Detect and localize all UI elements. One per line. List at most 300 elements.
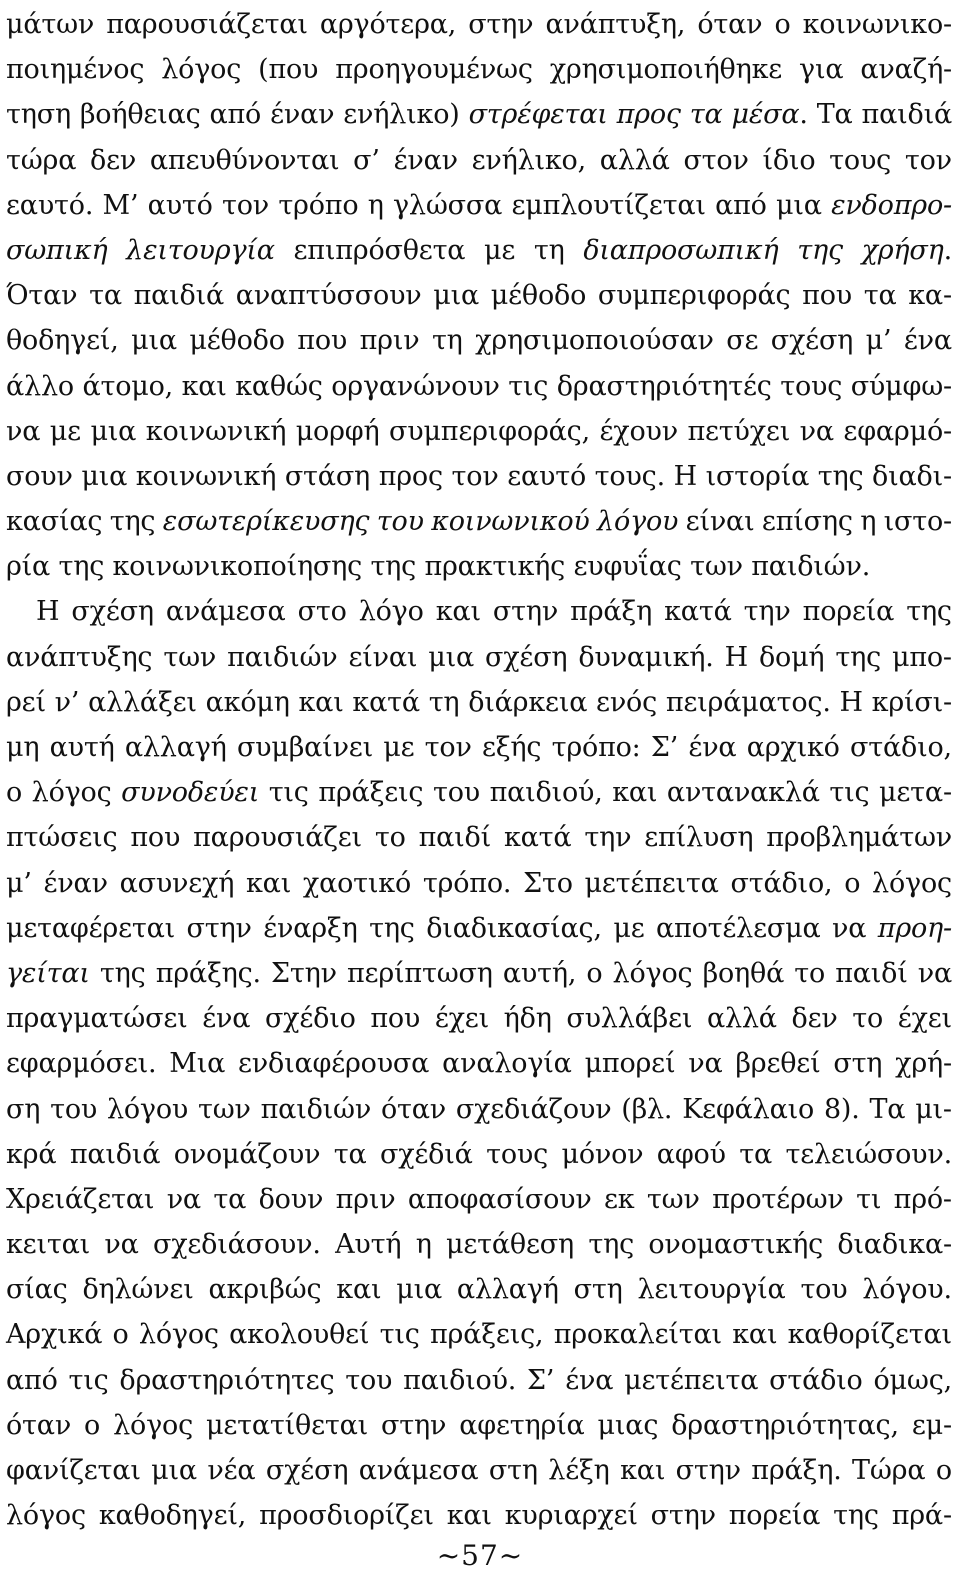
- text-segment: μετέπειτα: [624, 1364, 759, 1396]
- text-segment: η: [415, 1229, 432, 1261]
- text-segment: πράξη.: [751, 1455, 842, 1486]
- text-segment: πτώσεις: [6, 822, 118, 854]
- word: [235, 364, 323, 409]
- text-segment: μια: [151, 1455, 197, 1486]
- text-segment: αναπτύσσουν: [235, 280, 422, 312]
- text-segment: μετατίθεται: [206, 1409, 369, 1441]
- text-segment: κειται: [6, 1229, 91, 1261]
- word: [419, 815, 491, 860]
- text-segment: μια: [131, 325, 177, 357]
- text-line: [6, 680, 952, 725]
- word: [113, 1312, 129, 1357]
- page-number: ~57~: [436, 1539, 524, 1572]
- text-segment: τα: [213, 1183, 247, 1215]
- word: [829, 138, 891, 183]
- text-segment: Σ’: [650, 732, 679, 763]
- text-segment: σχέση: [485, 641, 568, 673]
- text-line: [6, 273, 952, 318]
- text-segment: ανάμεσα: [165, 596, 286, 628]
- word: [583, 228, 778, 273]
- text-line: [6, 1403, 952, 1448]
- word: [6, 1087, 40, 1132]
- word: [612, 770, 657, 815]
- word: [103, 183, 139, 228]
- text-segment: κοινωνική: [145, 415, 287, 447]
- word: [667, 770, 820, 815]
- word: [104, 1222, 138, 1267]
- word: [150, 138, 340, 183]
- text-line: [6, 635, 952, 680]
- word: [44, 861, 108, 906]
- word: [126, 228, 275, 273]
- text-segment: μέθοδο: [490, 280, 587, 312]
- word: [169, 1041, 225, 1086]
- word: [912, 1403, 952, 1448]
- text-segment: τον: [222, 189, 270, 221]
- word: [90, 409, 136, 454]
- text-segment: παιδιά: [861, 99, 952, 131]
- text-segment: Στην: [271, 957, 337, 989]
- word: [457, 1267, 559, 1312]
- word: [469, 92, 608, 137]
- text-segment: σε: [726, 325, 759, 357]
- text-segment: πρό-: [893, 1183, 952, 1215]
- word: [873, 1358, 952, 1403]
- text-segment: και: [612, 777, 658, 809]
- text-line: [6, 47, 952, 92]
- text-segment: Η: [673, 460, 697, 492]
- word: [167, 1177, 201, 1222]
- text-segment: δραστηριότητες: [119, 1364, 335, 1396]
- word: [688, 725, 736, 770]
- text-segment: που: [130, 822, 181, 854]
- text-line: [6, 1222, 952, 1267]
- text-segment: το: [374, 822, 406, 854]
- text-segment: ο: [774, 9, 791, 40]
- text-segment: με: [484, 234, 516, 266]
- word: [151, 1448, 197, 1493]
- word: [270, 92, 334, 137]
- word: [377, 499, 424, 544]
- word: [80, 92, 201, 137]
- word: [598, 1403, 659, 1448]
- text-segment: της: [99, 957, 146, 989]
- text-line: [6, 228, 952, 273]
- word: [725, 635, 748, 680]
- word: [862, 1267, 952, 1312]
- text-segment: δεν: [791, 1003, 838, 1035]
- italic-text: λειτουργία: [126, 234, 275, 266]
- text-segment: μι-: [915, 1093, 952, 1125]
- text-segment: κρά: [6, 1138, 57, 1170]
- text-segment: του: [432, 777, 480, 809]
- word: [348, 635, 417, 680]
- word: [744, 589, 791, 634]
- text-segment: στην: [381, 1409, 447, 1441]
- word: [621, 1087, 672, 1132]
- text-segment: αλλάξει: [88, 686, 197, 718]
- text-segment: στη: [488, 1455, 538, 1486]
- text-segment: μη: [6, 732, 40, 763]
- text-segment: Αυτή: [335, 1229, 402, 1261]
- text-segment: παιδιά: [133, 280, 225, 312]
- text-segment: κρίσι-: [871, 686, 952, 718]
- text-segment: εφαρμό-: [843, 415, 952, 447]
- text-segment: αποτέλεσμα: [656, 912, 821, 944]
- word: [82, 1267, 193, 1312]
- text-segment: εαυτό: [507, 460, 587, 492]
- text-segment: ονομάζουν: [173, 1138, 321, 1170]
- word: [918, 951, 952, 996]
- word: [687, 409, 790, 454]
- italic-text: ενδοπρο-: [831, 189, 952, 221]
- italic-text: προη-: [877, 912, 952, 944]
- text-segment: όταν: [380, 1093, 446, 1125]
- word: [648, 1222, 823, 1267]
- word: [824, 1087, 860, 1132]
- word: [905, 138, 952, 183]
- word: [707, 996, 777, 1041]
- text-segment: ίδιο: [762, 144, 816, 176]
- text-segment: χρησιμοποιήθηκε: [549, 54, 783, 86]
- text-segment: φανίζεται: [6, 1455, 141, 1486]
- text-segment: η: [860, 506, 877, 538]
- word: [766, 815, 952, 860]
- text-segment: συμβαίνει: [236, 732, 373, 763]
- word: [915, 1087, 952, 1132]
- text-segment: .: [799, 99, 808, 131]
- word: [595, 454, 665, 499]
- word: [394, 138, 458, 183]
- text-segment: Όταν: [6, 280, 78, 312]
- text-segment: αναλογία: [442, 1048, 572, 1080]
- word: [837, 1222, 952, 1267]
- text-segment: άλλο: [6, 370, 74, 402]
- text-segment: ο: [6, 777, 23, 809]
- text-segment: πράξεις,: [429, 1319, 544, 1351]
- text-segment: τις: [268, 777, 309, 809]
- text-segment: Χρειάζεται: [6, 1183, 155, 1215]
- word: [604, 1177, 634, 1222]
- text-segment: ενός: [596, 686, 658, 718]
- word: [335, 1222, 401, 1267]
- text-segment: δηλώνει: [82, 1274, 194, 1306]
- word: [335, 47, 533, 92]
- word: [136, 454, 276, 499]
- word: [130, 815, 180, 860]
- text-line: [6, 92, 952, 137]
- word: [566, 996, 692, 1041]
- word: [776, 183, 822, 228]
- text-segment: όταν: [6, 1409, 72, 1441]
- word: [774, 2, 790, 47]
- text-segment: χαοτικό: [302, 867, 412, 899]
- word: [835, 951, 907, 996]
- text-segment: οργανώνουν: [331, 370, 500, 402]
- text-segment: ανάπτυξης: [6, 641, 153, 673]
- word: [507, 454, 586, 499]
- text-segment: τους: [829, 144, 892, 176]
- text-segment: πρά-: [891, 1500, 952, 1532]
- word: [368, 183, 384, 228]
- word: [486, 1132, 548, 1177]
- text-segment: εμ-: [911, 1409, 952, 1441]
- word: [504, 815, 571, 860]
- text-segment: αυτή: [49, 732, 115, 763]
- text-segment: διαδικασίας,: [426, 912, 602, 944]
- word: [6, 906, 175, 951]
- word: [359, 589, 424, 634]
- word: [236, 273, 422, 318]
- text-line: [6, 544, 952, 589]
- text-line: [6, 1132, 952, 1177]
- text-segment: χρησιμοποιούσαν: [475, 325, 714, 357]
- text-segment: τα: [863, 280, 897, 312]
- word: [50, 409, 81, 454]
- text-segment: κοινωνική: [135, 460, 277, 492]
- text-segment: αρχικό: [746, 732, 840, 763]
- word: [259, 1493, 434, 1538]
- word: [548, 1448, 609, 1493]
- word: [860, 499, 876, 544]
- text-segment: πραγματώσει: [6, 1003, 188, 1035]
- text-segment: σ’: [353, 144, 380, 176]
- word: [375, 815, 406, 860]
- word: [620, 1448, 665, 1493]
- text-segment: παιδί: [835, 957, 908, 989]
- text-segment: που: [297, 325, 348, 357]
- text-segment: λόγο: [358, 596, 424, 628]
- word: [491, 273, 586, 318]
- word: [785, 1132, 952, 1177]
- text-segment: εξής: [481, 732, 542, 763]
- word: [297, 318, 347, 363]
- word: [561, 1132, 643, 1177]
- text-segment: διαδι-: [872, 460, 952, 492]
- text-segment: τι: [856, 1183, 882, 1215]
- text-segment: ο: [586, 957, 603, 989]
- word: [674, 454, 697, 499]
- text-segment: πράξη: [570, 596, 653, 628]
- text-segment: μια: [776, 189, 822, 221]
- text-segment: τώρα: [6, 144, 77, 176]
- word: [294, 228, 466, 273]
- word: [523, 861, 573, 906]
- text-segment: μορφή: [295, 415, 380, 447]
- word: [739, 1132, 772, 1177]
- text-segment: πετύχει: [687, 415, 791, 447]
- text-segment: λόγου: [106, 1093, 189, 1125]
- text-segment: μόνον: [561, 1138, 644, 1170]
- word: [490, 770, 603, 815]
- word: [6, 1132, 56, 1177]
- word: [862, 92, 952, 137]
- text-segment: στάδιο,: [730, 867, 833, 899]
- word: [856, 1177, 881, 1222]
- text-segment: από: [715, 189, 767, 221]
- word: [505, 1493, 638, 1538]
- text-segment: στην: [468, 9, 534, 40]
- word: [600, 138, 670, 183]
- text-line: [6, 1493, 952, 1538]
- word: [788, 1312, 952, 1357]
- text-segment: ανάπτυξη,: [545, 9, 686, 40]
- word: [683, 138, 748, 183]
- word: [269, 770, 309, 815]
- word: [156, 951, 261, 996]
- text-segment: Σ’: [527, 1364, 555, 1396]
- text-segment: κοινωνικο-: [802, 9, 952, 40]
- text-segment: βοήθειας: [79, 99, 201, 131]
- text-segment: δεν: [90, 144, 137, 176]
- word: [908, 273, 952, 318]
- word: [428, 635, 474, 680]
- text-segment: της: [109, 506, 156, 538]
- text-segment: για: [799, 54, 844, 86]
- word: [850, 725, 952, 770]
- word: [6, 725, 39, 770]
- word: [472, 138, 586, 183]
- text-segment: προηγουμένως: [335, 54, 533, 86]
- text-segment: έναν: [270, 99, 335, 131]
- word: [163, 635, 216, 680]
- text-segment: τη: [428, 686, 460, 718]
- text-segment: τις: [379, 1319, 420, 1351]
- word: [125, 725, 227, 770]
- text-segment: από: [209, 99, 262, 131]
- text-segment: λόγος: [31, 777, 112, 809]
- word: [892, 1493, 952, 1538]
- word: [792, 996, 838, 1041]
- word: [266, 1448, 348, 1493]
- word: [71, 589, 153, 634]
- text-segment: είναι: [685, 506, 755, 538]
- italic-text: του: [376, 506, 424, 538]
- text-segment: του: [345, 1364, 393, 1396]
- word: [193, 815, 362, 860]
- text-segment: έχουν: [599, 415, 678, 447]
- text-line: [6, 996, 952, 1041]
- text-segment: Η: [724, 641, 748, 673]
- italic-text: προς: [616, 99, 681, 131]
- text-segment: σχέδιο: [264, 1003, 356, 1035]
- text-segment: πριν: [335, 1183, 396, 1215]
- word: [6, 1041, 156, 1086]
- word: [6, 770, 22, 815]
- word: [688, 1041, 722, 1086]
- text-segment: τη: [431, 325, 463, 357]
- word: [852, 1448, 925, 1493]
- text-segment: τις: [508, 370, 549, 402]
- italic-text: μέσα: [731, 99, 800, 131]
- text-line: [6, 815, 952, 860]
- word: [352, 680, 419, 725]
- text-segment: μια: [90, 415, 137, 447]
- text-segment: έναν: [393, 144, 458, 176]
- word: [331, 364, 499, 409]
- word: [6, 318, 119, 363]
- word: [271, 951, 337, 996]
- text-segment: από: [6, 1364, 58, 1396]
- text-segment: στην: [675, 1455, 741, 1486]
- text-segment: ρία της κοινωνικοποίησης της πρακτικής ευφυΐας των παιδιών.: [6, 551, 871, 583]
- word: [121, 770, 259, 815]
- text-segment: σχέδιά: [380, 1138, 473, 1170]
- word: [729, 1493, 820, 1538]
- text-line: [6, 1041, 952, 1086]
- word: [832, 906, 866, 951]
- word: [769, 1358, 863, 1403]
- word: [6, 2, 94, 47]
- text-segment: έχει: [434, 1003, 489, 1035]
- text-segment: τρόπο:: [551, 732, 641, 763]
- text-segment: παιδιού,: [489, 777, 603, 809]
- word: [296, 409, 380, 454]
- word: [585, 861, 719, 906]
- italic-text: στρέφεται: [468, 99, 608, 131]
- word: [336, 1177, 396, 1222]
- text-segment: θοδηγεί,: [6, 325, 119, 357]
- word: [265, 996, 356, 1041]
- text-segment: εμπλουτίζεται: [511, 189, 706, 221]
- text-segment: ένα: [202, 1003, 251, 1035]
- text-segment: τον: [424, 732, 472, 763]
- text-segment: Στο: [523, 867, 573, 899]
- word: [6, 273, 77, 318]
- word: [803, 589, 894, 634]
- word: [651, 725, 678, 770]
- text-segment: τηση: [6, 99, 71, 131]
- text-segment: (που: [258, 54, 319, 86]
- text-segment: χρή-: [895, 1048, 952, 1080]
- text-segment: επίλυση: [644, 822, 754, 854]
- text-segment: ο: [84, 1409, 101, 1441]
- italic-text: κοινωνικού: [431, 506, 590, 538]
- text-segment: αναζή-: [860, 54, 952, 86]
- word: [584, 815, 631, 860]
- text-segment: τα: [739, 1138, 773, 1170]
- text-segment: αποφασίσουν: [407, 1183, 592, 1215]
- word: [762, 499, 853, 544]
- text-segment: ρεί: [6, 686, 46, 718]
- text-segment: αλλαγή: [124, 732, 227, 763]
- text-segment: ενήλικο,: [471, 144, 586, 176]
- word: [213, 1177, 246, 1222]
- text-segment: στον: [683, 144, 749, 176]
- text-segment: παιδιών: [260, 1093, 372, 1125]
- word: [227, 635, 337, 680]
- text-segment: (βλ.: [621, 1093, 673, 1125]
- word: [189, 318, 284, 363]
- word: [334, 1132, 367, 1177]
- word: [6, 1358, 58, 1403]
- text-segment: 8).: [823, 1093, 860, 1125]
- text-segment: κατά: [664, 596, 732, 628]
- word: [198, 1087, 251, 1132]
- word: [88, 680, 197, 725]
- word: [6, 951, 90, 996]
- text-line: [6, 951, 952, 996]
- word: [343, 92, 459, 137]
- text-segment: ανάμεσα: [358, 1455, 479, 1486]
- text-line: [6, 1358, 952, 1403]
- text-segment: καθώς: [235, 370, 323, 402]
- word: [732, 1312, 777, 1357]
- word: [359, 1448, 479, 1493]
- word: [503, 951, 576, 996]
- word: [153, 1222, 321, 1267]
- word: [174, 1132, 321, 1177]
